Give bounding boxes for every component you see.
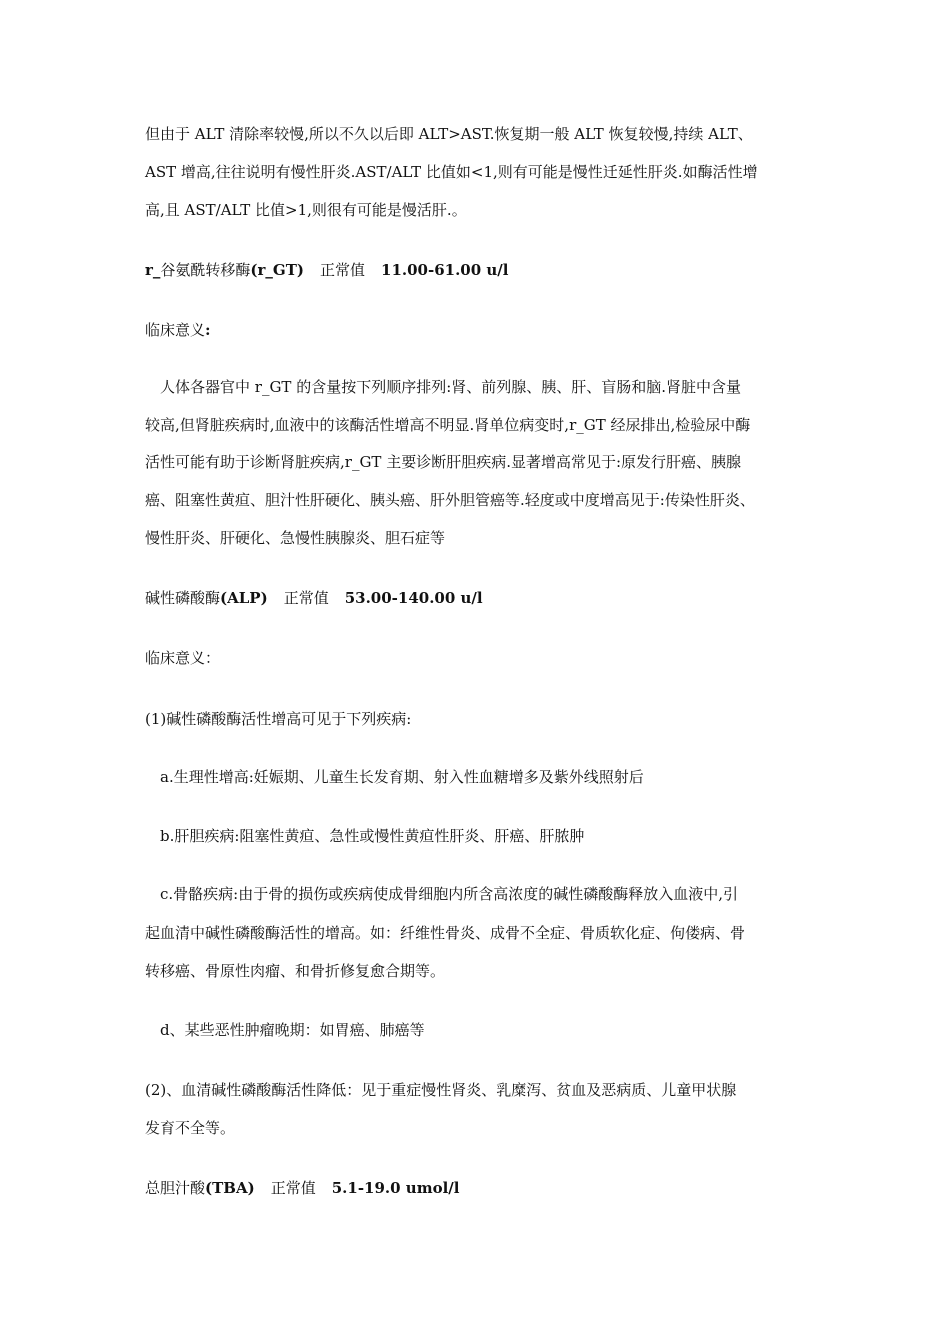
alp-item-a: a.生理性增高:妊娠期、儿童生长发育期、射入性血糖增多及紫外线照射后 — [160, 768, 644, 786]
alp-item2-line: 发育不全等。 — [145, 1119, 236, 1137]
alp-normal-label: 正常值 — [283, 589, 329, 607]
paragraph-line: AST 增高,往往说明有慢性肝炎.AST/ALT 比值如<1,则有可能是慢性迁延性肝炎.如酶活性增 — [145, 163, 758, 181]
ggt-heading — [145, 260, 825, 280]
alp-name-abbr: (ALP) — [220, 589, 268, 607]
ggt-paragraph-line: 癌、阻塞性黄疸、胆汁性肝硬化、胰头癌、肝外胆管癌等.轻度或中度增高见于:传染性肝炎、 — [145, 491, 755, 509]
ggt-paragraph-line: 活性可能有助于诊断肾脏疾病,r_GT 主要诊断肝胆疾病.显著增高常见于:原发行肝癌、胰腺 — [145, 453, 742, 471]
alp-item-c-line: 转移癌、骨原性肉瘤、和骨折修复愈合期等。 — [145, 962, 446, 980]
tba-name-cn: 总胆汁酸 — [145, 1179, 206, 1197]
paragraph-line: 高,且 AST/ALT 比值>1,则很有可能是慢活肝.。 — [145, 201, 467, 219]
ggt-paragraph-line: 人体各器官中 r_GT 的含量按下列顺序排列:肾、前列腺、胰、肝、盲肠和脑.肾脏中含量 — [160, 378, 742, 396]
alp-name-cn: 碱性磷酸酶 — [145, 589, 221, 607]
alp-item-b: b.肝胆疾病:阻塞性黄疸、急性或慢性黄疸性肝炎、肝癌、肝脓肿 — [160, 827, 585, 845]
ggt-normal-label: 正常值 — [320, 261, 366, 279]
alp-item-d: d、某些恶性肿瘤晚期：如胃癌、肺癌等 — [160, 1021, 425, 1039]
ggt-normal-range: 11.00-61.00 u/l — [381, 261, 509, 279]
alp-clinical-label: 临床意义： — [145, 649, 221, 667]
alp-item-c-line: 起血清中碱性磷酸酶活性的增高。如：纤维性骨炎、成骨不全症、骨质软化症、佝偻病、骨 — [145, 924, 746, 942]
tba-heading — [145, 1178, 825, 1198]
tba-normal-label: 正常值 — [270, 1179, 316, 1197]
ggt-clinical-colon: : — [205, 321, 211, 339]
ggt-paragraph-line: 慢性肝炎、肝硬化、急慢性胰腺炎、胆石症等 — [145, 529, 446, 547]
ggt-name-cn: 谷氨酰转移酶 — [160, 261, 251, 279]
ggt-clinical-text: 临床意义 — [145, 321, 206, 339]
paragraph-line: 但由于 ALT 清除率较慢,所以不久以后即 ALT>AST.恢复期一般 ALT 恢复较慢,持续 ALT、 — [145, 125, 753, 143]
ggt-paragraph-line: 较高,但肾脏疾病时,血液中的该酶活性增高不明显.肾单位病变时,r_GT 经尿排出,检验尿中酶 — [145, 416, 751, 434]
ggt-name-abbr: (r_GT) — [250, 261, 304, 279]
alp-heading — [145, 588, 825, 608]
alp-normal-range: 53.00-140.00 u/l — [344, 589, 483, 607]
alp-item1-heading: (1)碱性磷酸酶活性增高可见于下列疾病: — [145, 710, 412, 728]
tba-name-abbr: (TBA) — [205, 1179, 255, 1197]
ggt-clinical-label — [145, 320, 825, 340]
ggt-name-prefix: r_ — [145, 261, 161, 279]
tba-normal-range: 5.1-19.0 umol/l — [331, 1179, 460, 1197]
alp-item2-line: (2)、血清碱性磷酸酶活性降低：见于重症慢性肾炎、乳糜泻、贫血及恶病质、儿童甲状腺 — [145, 1081, 737, 1099]
alp-item-c-line: c.骨骼疾病:由于骨的损伤或疾病使成骨细胞内所含高浓度的碱性磷酸酶释放入血液中,引 — [160, 885, 738, 903]
